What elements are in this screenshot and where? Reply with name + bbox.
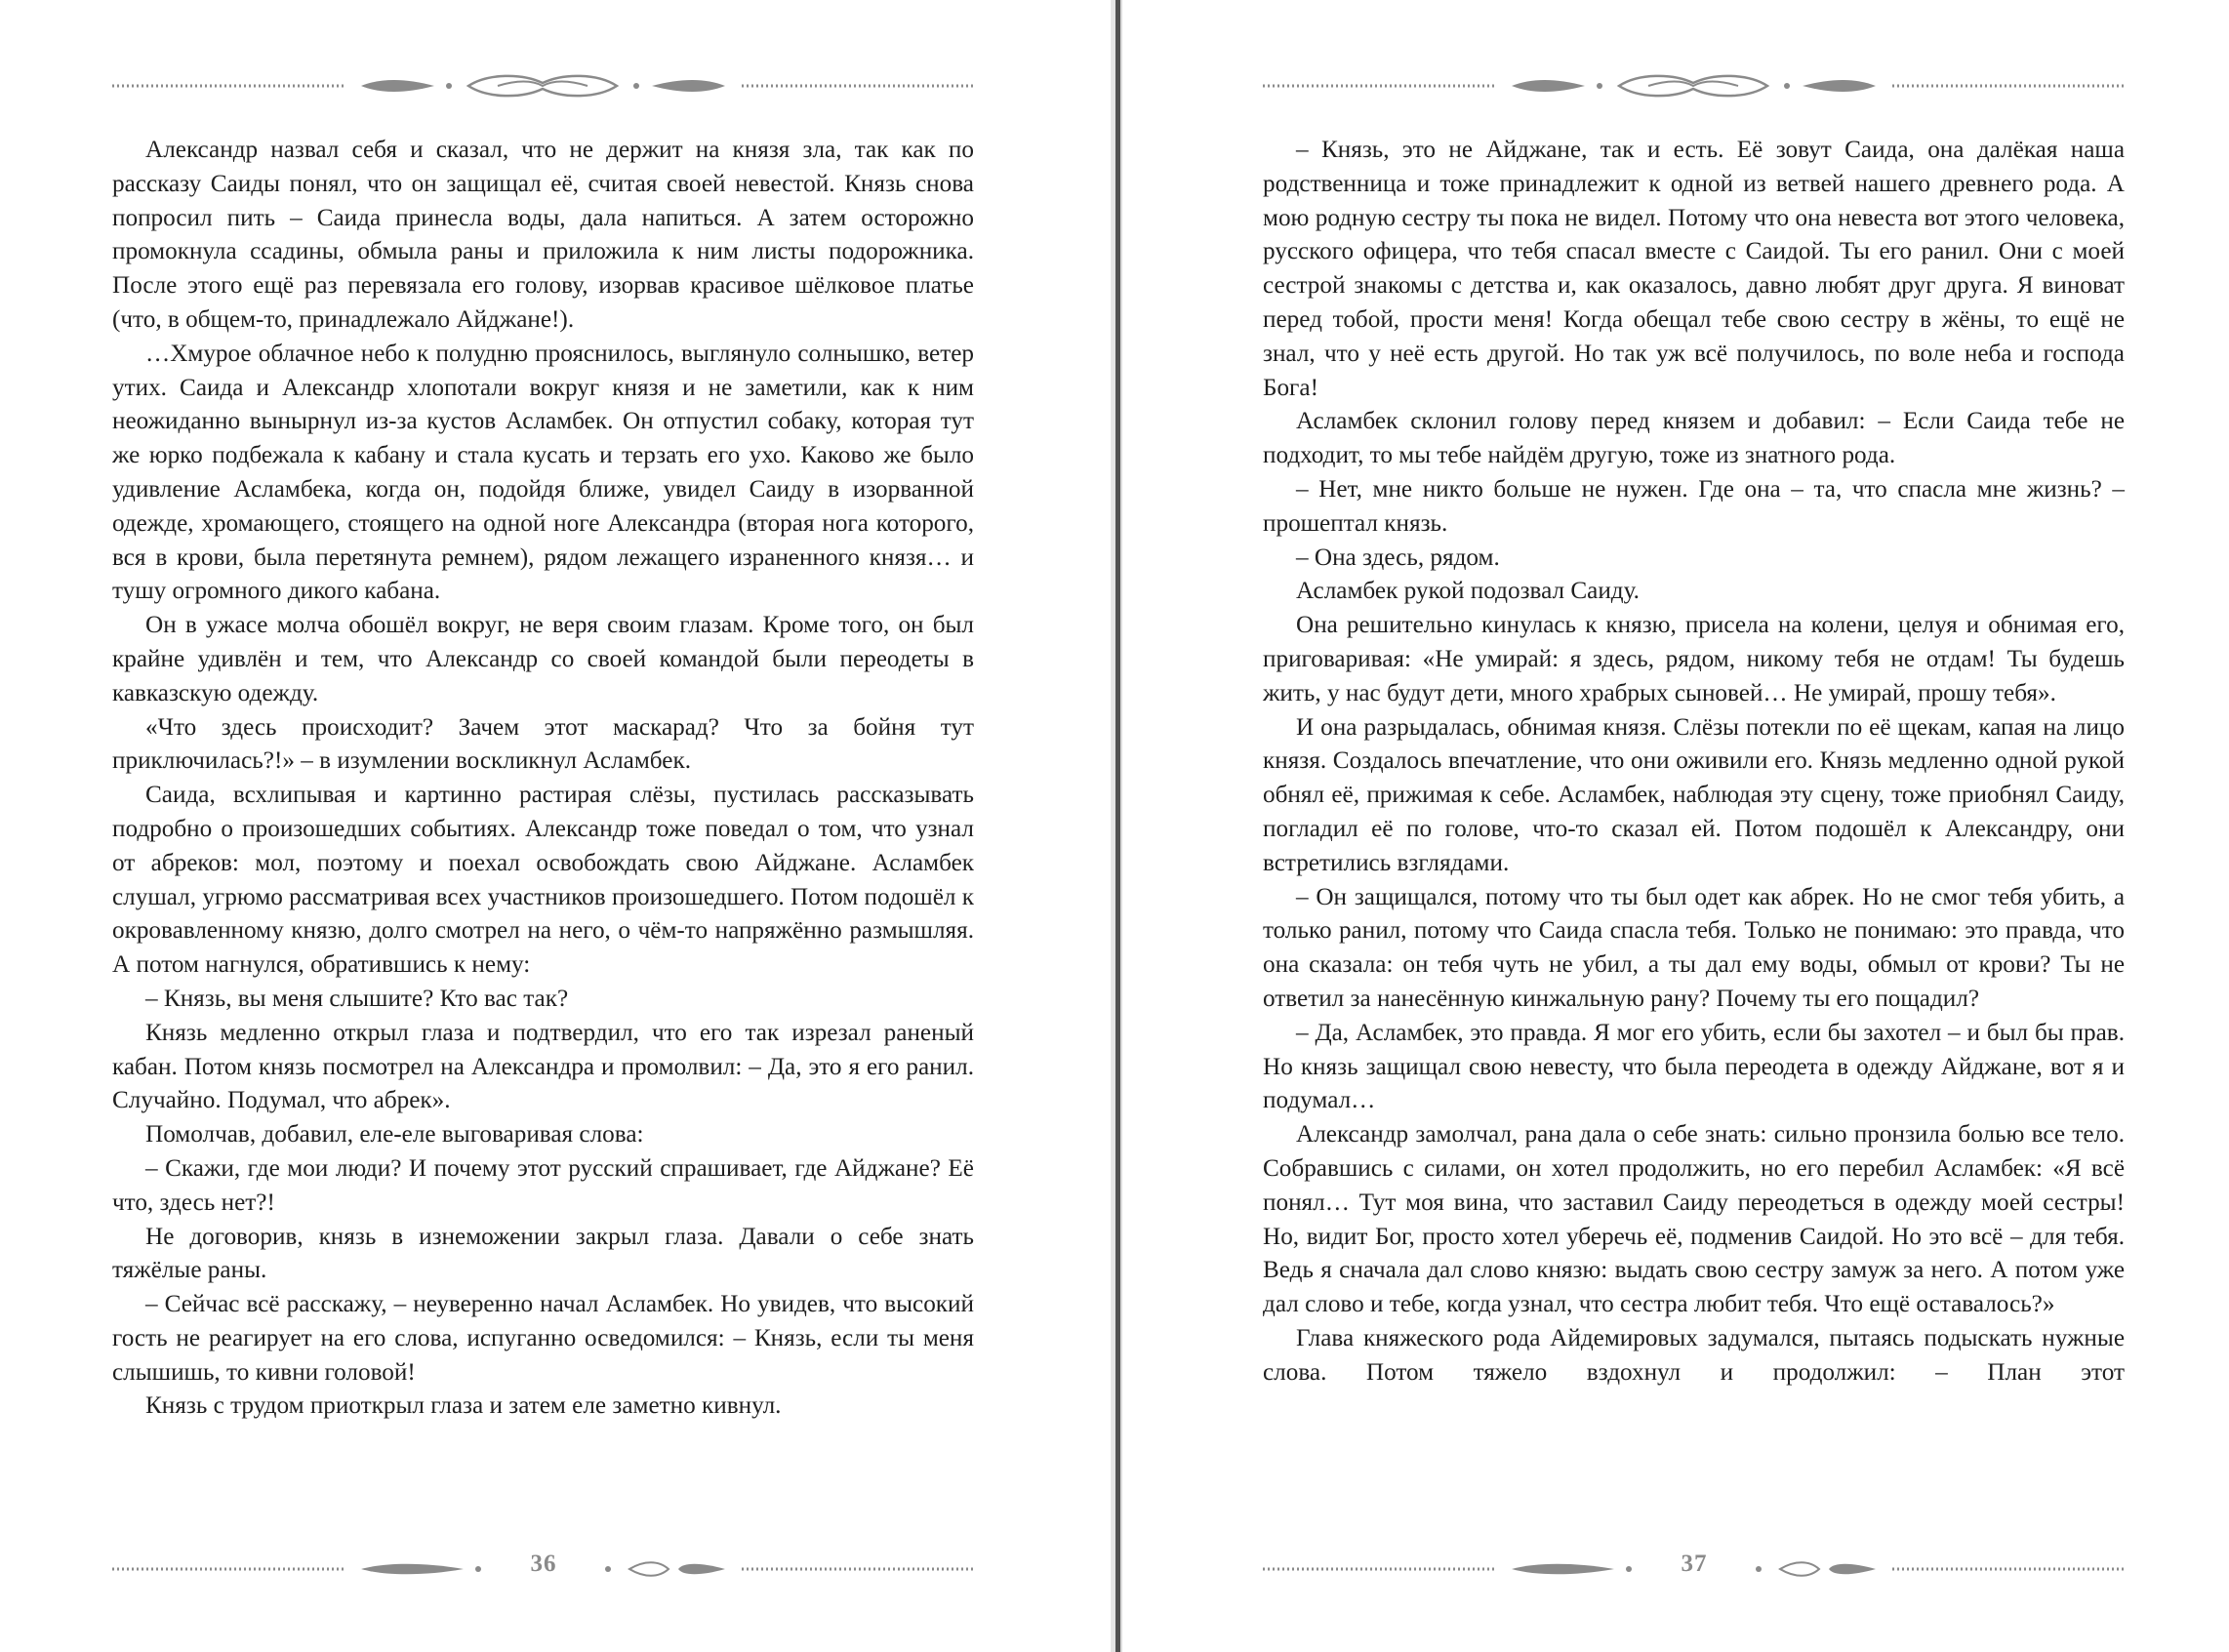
right-page <box>1122 0 2229 1652</box>
paragraph: Помолчав, добавил, еле-еле выговаривая слова: <box>145 1121 644 1148</box>
paragraph: Глава княжеского рода Айдемировых задумался, пытаясь подыскать нужные слова. Потом тяжело вздохнул и продолжил: – План этот <box>1263 1324 2125 1386</box>
page-number: 37 <box>1665 1551 1723 1578</box>
paragraph: Александр назвал себя и сказал, что не держит на князя зла, так как по рассказу Саиды понял, что он защищал её, считая своей невестой. Князь снова попросил пить – Саида принесла воды, дала напиться. А затем осторожно промокнула ссадины, обмыла раны и приложила к ним листы подорожника. После этого ещё раз перевязала его голову, изорвав красивое шёлковое платье (что, в общем-то, принадлежало Айджане!). <box>112 137 974 333</box>
paragraph: Асламбек склонил голову перед князем и добавил: – Если Саида тебе не подходит, то мы тебе найдём другую, тоже из знатного рода. <box>1263 408 2125 469</box>
paragraph: – Она здесь, рядом. <box>1296 544 1500 571</box>
book-spine <box>1115 0 1120 1652</box>
paragraph: И она разрыдалась, обнимая князя. Слёзы потекли по её щекам, капая на лицо князя. Создалось впечатление, что они оживили его. Князь медленно одной рукой обнял её, прижимая к себе. Асламбек, наблюдая эту сцену, тоже приобнял Саиду, погладил её по голове, что-то сказал ей. Потом подошёл к Александру, они встретились взглядами. <box>1263 713 2125 876</box>
ornament-divider-icon <box>112 71 974 101</box>
ornament-divider-icon <box>1263 71 2125 101</box>
paragraph: – Князь, вы меня слышите? Кто вас так? <box>145 985 569 1012</box>
paragraph: – Нет, мне никто больше не нужен. Где она – та, что спасла мне жизнь? – прошептал князь. <box>1263 475 2125 537</box>
paragraph: – Князь, это не Айджане, так и есть. Её зовут Саида, она далёкая наша родственница и тоже принадлежит к одной из ветвей нашего древнего рода. А мою родную сестру ты пока не видел. Потому что она невеста вот этого человека, русского офицера, что тебя спасал вместе с Саидой. Ты его ранил. Они с моей сестрой знакомы с детства и, как оказалось, давно любят друг друга. Я виноват перед тобой, прости меня! Когда обещал тебе свою сестру в жёны, то ещё не знал, что у неё есть другой. Но так уж всё получилось, по воле неба и господа Бога! <box>1263 137 2125 401</box>
paragraph: Не договорив, князь в изнеможении закрыл глаза. Давали о себе знать тяжёлые раны. <box>112 1223 974 1284</box>
paragraph: Она решительно кинулась к князю, присела на колени, целуя и обнимая его, приговаривая: «Не умирай: я здесь, рядом, никому тебя не отдам! Ты будешь жить, у нас будут дети, много храбрых сыновей… Не умирай, прошу тебя». <box>1263 612 2125 706</box>
paragraph: Асламбек рукой подозвал Саиду. <box>1296 578 1640 605</box>
paragraph: …Хмурое облачное небо к полудню прояснилось, выглянуло солнышко, ветер утих. Саида и Александр хлопотали вокруг князя и не заметили, как к ним неожиданно вынырнул из-за кустов Асламбек. Он отпустил собаку, которая тут же юрко подбежала к кабану и стала кусать и терзать его ухо. Каково же было удивление Асламбека, когда он, подойдя ближе, увидел Саиду в изорванной одежде, хромающего, стоящего на одной ноге Александра (вторая нога которого, вся в крови, была перетянута ремнем), рядом лежащего израненного князя… и тушу огромного дикого кабана. <box>112 340 974 605</box>
paragraph: Князь с трудом приоткрыл глаза и затем еле заметно кивнул. <box>145 1392 782 1420</box>
paragraph: – Он защищался, потому что ты был одет как абрек. Но не смог тебя убить, а только ранил, потому что Саида спасла тебя. Только не понимаю: это правда, что она сказала: он тебя чуть не убил, а ты дал ему воды, обмыл от крови? Ты не ответил за нанесённую кинжальную рану? Почему ты его пощадил? <box>1263 883 2125 1012</box>
right-page-text <box>1263 134 2125 1390</box>
paragraph: Александр замолчал, рана дала о себе знать: сильно пронзила болью все тело. Собравшись с силами, он хотел продолжить, но его перебил Асламбек: «Я всё понял… Тут моя вина, что заставил Саиду переодеться в одежду моей сестры! Но, видит Бог, просто хотел уберечь её, подменив Саидой. Но это всё – для тебя. Ведь я сначала дал слово князю: выдать свою сестру замуж за него. А потом уже дал слово и тебе, когда узнал, что сестра любит тебя. Что ещё оставалось?» <box>1263 1121 2125 1318</box>
paragraph: «Что здесь происходит? Зачем этот маскарад? Что за бойня тут приключилась?!» – в изумлении воскликнул Асламбек. <box>112 713 974 775</box>
page-number: 36 <box>514 1551 573 1578</box>
header-ornament <box>112 71 974 101</box>
paragraph: Князь медленно открыл глаза и подтвердил, что его так изрезал раненый кабан. Потом князь посмотрел на Александра и промолвил: – Да, это я его ранил. Случайно. Подумал, что абрек». <box>112 1019 974 1114</box>
paragraph: Он в ужасе молча обошёл вокруг, не веря своим глазам. Кроме того, он был крайне удивлён и тем, что Александр со своей командой были переодеты в кавказскую одежду. <box>112 612 974 706</box>
left-page-text <box>112 134 974 1424</box>
left-page <box>0 0 1111 1652</box>
paragraph: Саида, всхлипывая и картинно растирая слёзы, пустилась рассказывать подробно о произошедших событиях. Александр тоже поведал о том, что узнал от абреков: мол, поэтому и поехал освобождать свою Айджане. Асламбек слушал, угрюмо рассматривая всех участников произошедшего. Потом подошёл к окровавленному князю, долго смотрел на него, о чём-то напряжённо размышляя. А потом нагнулся, обратившись к нему: <box>112 782 974 979</box>
header-ornament <box>1263 71 2125 101</box>
paragraph: – Скажи, где мои люди? И почему этот русский спрашивает, где Айджане? Её что, здесь нет?! <box>112 1154 974 1216</box>
paragraph: – Да, Асламбек, это правда. Я мог его убить, если бы захотел – и был бы прав. Но князь защищал свою невесту, что была переодета в одежду Айджане, вот я и подумал… <box>1263 1019 2125 1114</box>
paragraph: – Сейчас всё расскажу, – неуверенно начал Асламбек. Но увидев, что высокий гость не реагирует на его слова, испуганно осведомился: – Князь, если ты меня слышишь, то кивни головой! <box>112 1291 974 1386</box>
